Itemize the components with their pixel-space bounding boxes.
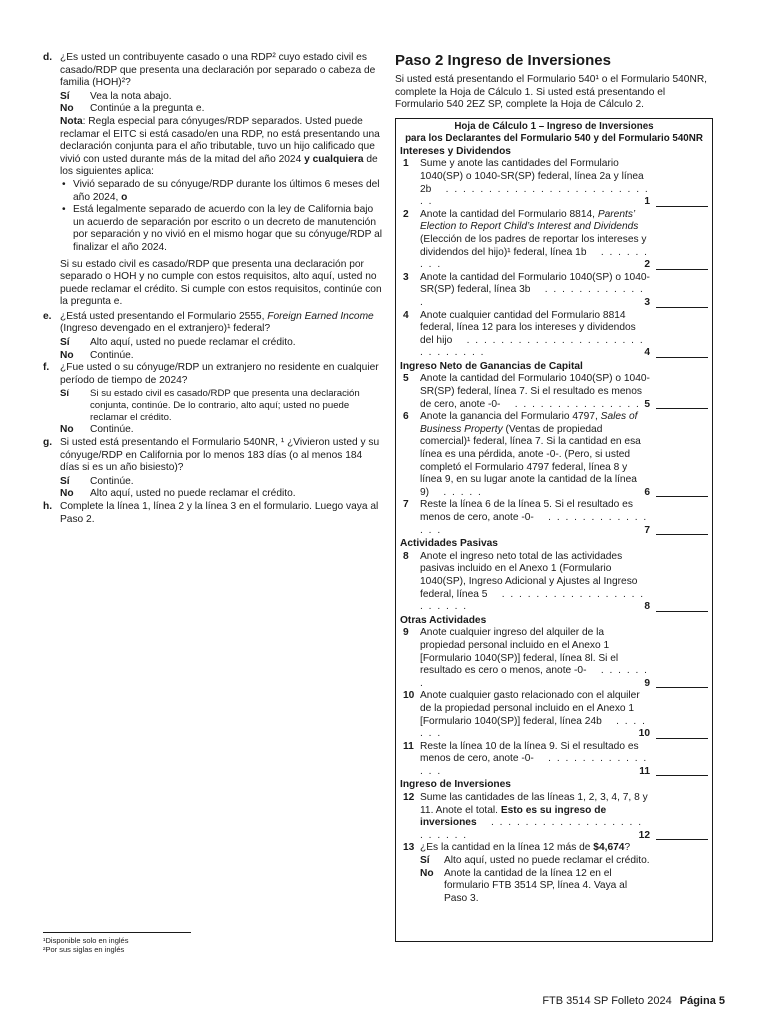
no-label: No <box>60 488 74 500</box>
no-label: No <box>60 424 74 436</box>
no-text: Alto aquí, usted no puede reclamar el crédito. <box>90 488 296 500</box>
footer-form-name: FTB 3514 SP Folleto 2024 <box>542 995 672 1007</box>
line-text: Reste la línea 6 de la línea 5. Si el resultado es menos de cero, anote -0- <box>420 499 633 523</box>
bullet-bold: o <box>121 191 128 203</box>
line-ref: 5 <box>644 398 650 410</box>
question-e-no <box>43 350 383 363</box>
amount-field[interactable] <box>656 686 708 688</box>
question-d-letter: d. <box>43 52 53 63</box>
left-column <box>43 52 383 527</box>
si-text: Alto aquí, usted no puede reclamar el crédito. <box>444 855 650 867</box>
line-13-si <box>400 855 708 868</box>
leader-dots: . . . . . . . . . . . . . . . <box>420 753 648 777</box>
line-number: 11 <box>403 740 414 752</box>
leader-dots: . . . . . . . . . . . . . . . . . . . . . . . . . . . . . <box>420 334 645 359</box>
page-footer <box>542 995 725 1008</box>
amount-field[interactable] <box>656 205 708 207</box>
line-ref: 6 <box>644 486 650 498</box>
line-ref: 3 <box>644 296 650 308</box>
line-ref: 10 <box>638 728 650 740</box>
line-bold: Esto es su ingreso de inversiones <box>420 804 607 829</box>
question-f-letter: f. <box>43 362 50 374</box>
line-text-c: ? <box>624 842 631 854</box>
si-text: Si su estado civil es casado/RDP que presenta una declaración conjunta, continúe. De lo contrario, alto aquí; usted no puede reclamar el crédito. <box>90 388 360 424</box>
line-text-b: (Elección de los padres de reportar los intereses y dividendos del hijo)¹ federal, línea 1b <box>420 233 647 258</box>
line-number: 3 <box>403 271 409 283</box>
worksheet-line-7 <box>400 499 708 537</box>
question-e <box>43 311 383 336</box>
si-text: Vea la nota abajo. <box>90 90 172 102</box>
question-d-si <box>43 91 383 104</box>
line-text: Reste la línea 10 de la línea 9. Si el resultado es menos de cero, anote -0- <box>420 740 639 765</box>
question-f-text: ¿Fue usted o su cónyuge/RDP un extranjero no residente en cualquier período de tiempo de 2024? <box>60 362 379 386</box>
leader-dots: . . . . . . . . . . . . . . . <box>420 512 648 536</box>
line-13-no <box>400 868 708 906</box>
worksheet-line-12 <box>400 792 708 842</box>
line-number: 8 <box>403 550 409 562</box>
worksheet-line-6 <box>400 411 708 499</box>
section-ingreso-inversiones: Ingreso de Inversiones <box>400 779 511 791</box>
line-number: 2 <box>403 208 409 220</box>
leader-dots: . . . . . . . . . . . . . . . . . . . . . . . . . . <box>420 183 650 208</box>
worksheet-subtitle: para los Declarantes del Formulario 540 y del Formulario 540NR <box>405 132 703 144</box>
amount-field[interactable] <box>656 407 708 409</box>
note-bold: y cualquiera <box>304 153 364 165</box>
leader-dots: . . . . . . . . . <box>420 246 649 271</box>
line-text: Anote la cantidad del Formulario 8814, <box>420 208 598 220</box>
si-label: Sí <box>60 388 70 400</box>
amount-field[interactable] <box>656 306 708 308</box>
line-text: Anote la cantidad del Formulario 1040(SP) o 1040-SR(SP) federal, línea 3b <box>420 271 650 296</box>
leader-dots: . . . . . . . . . . . . . . . . . . . . . . . <box>420 588 645 613</box>
leader-dots: . . . . . . . <box>420 665 649 689</box>
section-pasivas: Actividades Pasivas <box>400 538 498 550</box>
si-label: Sí <box>60 337 70 349</box>
bullet-item <box>43 179 383 204</box>
question-h-text: Complete la línea 1, línea 2 y la línea 3 en el formulario. Luego vaya al Paso 2. <box>60 501 379 525</box>
worksheet-line-1 <box>400 158 708 208</box>
line-number: 5 <box>403 373 409 385</box>
note-text: : Regla especial para cónyuges/RDP separados. Usted puede reclamar el EITC si está casado/en una RDP, no está presentando una declaración conjunta para el año tributable, tuvo un hijo calificado que vivió con usted durante más de la mitad del año 2024 <box>60 115 380 165</box>
bullet-icon: • <box>62 178 66 190</box>
section-heading: Paso 2 Ingreso de Inversiones <box>395 52 611 69</box>
question-g <box>43 437 383 475</box>
note-label: Nota <box>60 115 83 127</box>
line-ref: 4 <box>644 347 650 359</box>
line-ref: 7 <box>644 524 650 536</box>
amount-field[interactable] <box>656 268 708 270</box>
worksheet-line-9 <box>400 627 708 690</box>
bullet-icon: • <box>62 204 66 216</box>
line-ref: 9 <box>644 677 650 689</box>
worksheet-line-3 <box>400 272 708 310</box>
section-intereses: Intereses y Dividendos <box>400 145 511 157</box>
no-text: Continúe. <box>90 349 134 361</box>
no-label: No <box>60 349 74 361</box>
amount-field[interactable] <box>656 610 708 612</box>
leader-dots: . . . . . . . . . . . . . <box>420 284 645 308</box>
line-text: Anote cualquier ingreso del alquiler de la propiedad personal incluido en el Anexo 1 [Formulario 1040(SP)] federal, línea 8l. Si el resultado es cero o menos, anote -0- <box>420 627 619 677</box>
line-number: 9 <box>403 627 409 639</box>
section-ganancias: Ingreso Neto de Ganancias de Capital <box>400 360 583 372</box>
question-e-italic: Foreign Earned Income <box>267 310 374 322</box>
question-g-text: Si usted está presentando el Formulario 540NR, ¹ ¿Vivieron usted y su cónyuge/RDP en California por lo menos 183 días (o al menos 184 días si es un año bisiesto)? <box>60 437 380 474</box>
leader-dots: . . . . . . . <box>420 715 647 740</box>
bullet-text: Está legalmente separado de acuerdo con la ley de California bajo un acuerdo de separación por escrito o un decreto de manutención por separación y no vivió en el mismo hogar que su cónyuge/RDP al finalizar el año 2024. <box>73 204 383 253</box>
line-ref: 1 <box>644 196 650 208</box>
no-text: Continúe a la pregunta e. <box>90 103 205 115</box>
question-h <box>43 501 383 526</box>
bullet-item <box>43 204 383 254</box>
si-label: Sí <box>420 855 430 867</box>
worksheet-1 <box>395 118 713 943</box>
no-text: Anote la cantidad de la línea 12 en el formulario FTB 3514 SP, línea 4. Vaya al Paso 3. <box>444 867 628 904</box>
line-number: 10 <box>403 690 415 702</box>
worksheet-spacer <box>400 905 708 935</box>
worksheet-line-8 <box>400 551 708 614</box>
line-italic: Parents’ Election to Report Child’s Interest and Dividends <box>420 208 639 233</box>
right-column <box>395 52 713 942</box>
amount-field[interactable] <box>656 356 708 358</box>
worksheet-title: Hoja de Cálculo 1 – Ingreso de Inversiones <box>454 120 654 132</box>
intro-paragraph: Si usted está presentando el Formulario 540¹ o el Formulario 540NR, complete la Hoja de Cálculo 1. Si usted está presentando el Formulario 540 2EZ SP, complete la Hoja de Cálculo 2. <box>395 74 708 111</box>
line-number: 7 <box>403 499 409 511</box>
line-number: 13 <box>403 842 415 854</box>
amount-field[interactable] <box>656 838 708 840</box>
si-label: Sí <box>60 475 70 487</box>
line-italic: Sales of Business Property <box>420 411 638 435</box>
footnotes <box>43 936 128 954</box>
worksheet-line-4 <box>400 310 708 360</box>
leader-dots: . . . . . . . . . . . . . . . . . . . . . . . . <box>420 817 643 841</box>
line-text: Anote el ingreso neto total de las actividades pasivas incluido en el Anexo 1 (Formulario 1040(SP), Ingreso Adicional y Ajustes al Ingreso federal, línea 5 <box>420 550 638 600</box>
question-d-no <box>43 103 383 116</box>
note-tail: de los siguientes aplica: <box>60 153 378 178</box>
no-text: Continúe. <box>90 424 134 436</box>
line-text: Anote la ganancia del Formulario 4797, <box>420 411 601 423</box>
bullet-text: Vivió separado de su cónyuge/RDP durante los últimos 6 meses del año 2024, <box>73 178 380 203</box>
footnote-1: ¹Disponible solo en inglés <box>43 936 129 945</box>
worksheet-line-10 <box>400 690 708 740</box>
worksheet-line-2 <box>400 209 708 272</box>
line-ref: 8 <box>644 601 650 613</box>
line-number: 4 <box>403 309 409 321</box>
line-number: 12 <box>403 792 415 804</box>
amount-field[interactable] <box>656 774 708 776</box>
line-text: Sume y anote las cantidades del Formulario 1040(SP) o 1040-SR(SP) federal, línea 2a y línea 2b <box>420 158 644 195</box>
question-g-si <box>43 476 383 489</box>
line-ref: 2 <box>644 259 650 271</box>
question-d-text: ¿Es usted un contribuyente casado o una RDP² cuyo estado civil es casado/RDP que presenta una declaración por separado o cabeza de familia (HOH)²? <box>60 52 376 89</box>
worksheet-line-5 <box>400 373 708 411</box>
section-otras: Otras Actividades <box>400 614 487 626</box>
line-text: ¿Es la cantidad en la línea 12 más de <box>420 842 594 854</box>
line-number: 1 <box>403 158 409 170</box>
footnote-rule <box>43 932 191 933</box>
question-f-no <box>43 424 383 437</box>
line-text: Anote cualquier gasto relacionado con el alquiler de la propiedad personal incluido en el Anexo 1 [Formulario 1040(SP)] federal, línea 24b <box>420 690 640 727</box>
question-e-text-b: (Ingreso devengado en el extranjero)¹ federal? <box>60 323 271 335</box>
line-text: Anote la cantidad del Formulario 1040(SP) o 1040-SR(SP) federal, línea 7. Si el resultado es menos de cero, anote -0- <box>420 373 650 410</box>
si-text: Continúe. <box>90 475 134 487</box>
question-h-letter: h. <box>43 501 53 512</box>
note-paragraph <box>43 116 383 179</box>
question-g-letter: g. <box>43 437 53 449</box>
si-label: Sí <box>60 90 70 102</box>
leader-dots: . . . . . <box>439 486 483 498</box>
line-text-b: (Ventas de propiedad comercial)¹ federal, línea 7. Si la cantidad en esa línea es una pérdida, anote -0-. (Pero, si usted completó el Formulario 4797 federal, línea 8 y línea 9, en su lugar anote la cantidad de la línea 9) <box>420 423 641 498</box>
line-bold: $4,674 <box>593 842 625 854</box>
amount-field[interactable] <box>656 533 708 535</box>
line-number: 6 <box>403 411 409 423</box>
question-e-si <box>43 337 383 350</box>
no-label: No <box>60 103 74 115</box>
line-text: Sume las cantidades de las líneas 1, 2, 3, 4, 7, 8 y 11. Anote el total. <box>420 792 648 816</box>
line-ref: 12 <box>638 829 650 841</box>
footer-page-number: Página 5 <box>679 995 725 1007</box>
question-e-letter: e. <box>43 310 52 322</box>
amount-field[interactable] <box>656 495 708 497</box>
question-e-text: ¿Está usted presentando el Formulario 2555, <box>60 310 268 322</box>
requirements-paragraph: Si su estado civil es casado/RDP que presenta una declaración por separado o HOH y no cumple con estos requisitos, alto aquí, usted no puede reclamar el crédito. Si cumple con estos requisitos, continúe con la pregunta e. <box>60 258 382 308</box>
question-g-no <box>43 488 383 501</box>
footnote-2: ²Por sus siglas en inglés <box>43 945 125 954</box>
no-label: No <box>420 867 434 879</box>
line-text: Anote cualquier cantidad del Formulario 8814 federal, línea 12 para los intereses y dividendos del hijo <box>420 309 636 346</box>
worksheet-line-13 <box>400 842 708 855</box>
amount-field[interactable] <box>656 737 708 739</box>
line-ref: 11 <box>639 765 650 777</box>
worksheet-line-11 <box>400 741 708 779</box>
question-f <box>43 362 383 387</box>
question-d <box>43 52 383 90</box>
question-f-si <box>43 388 383 424</box>
si-text: Alto aquí, usted no puede reclamar el crédito. <box>90 337 296 349</box>
leader-dots: . . . . . . . . . . . . . . . <box>510 398 641 410</box>
